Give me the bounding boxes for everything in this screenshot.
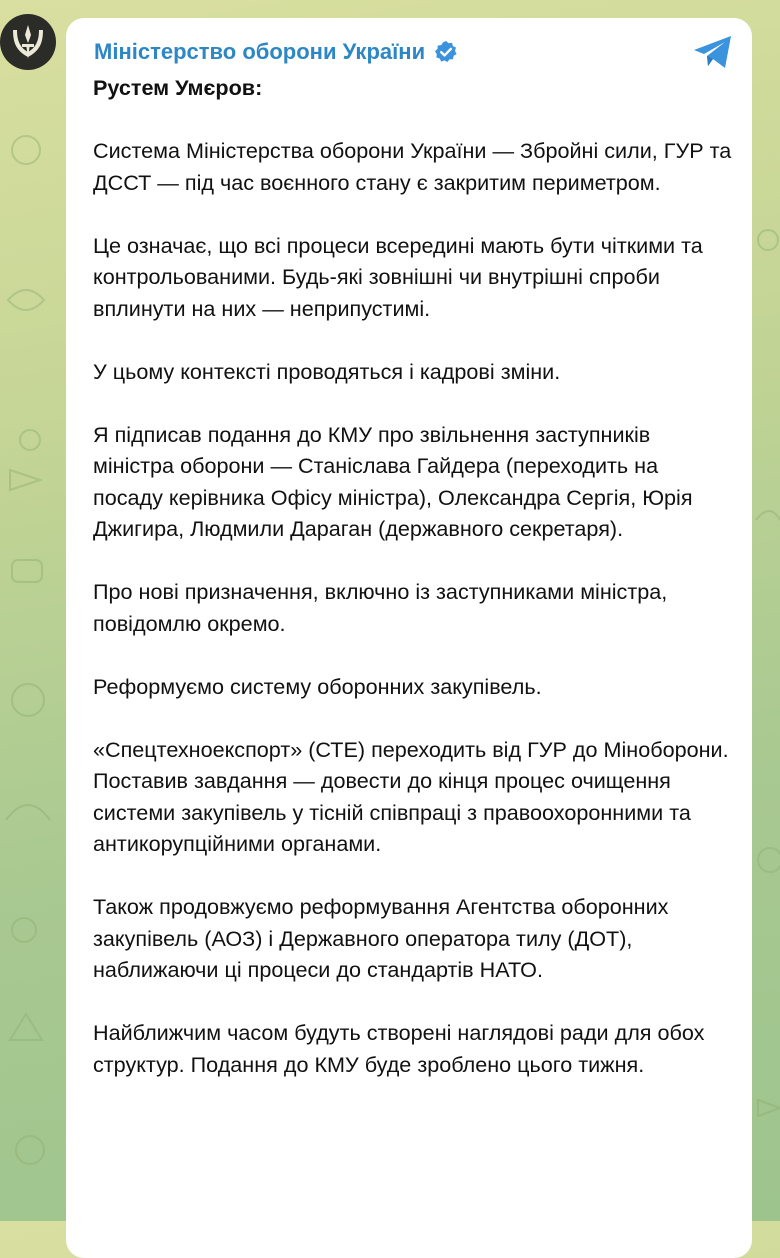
message-paragraph: «Спецтехноекспорт» (СТЕ) переходить від ГУР до Міноборони. Поставив завдання — довести до кінця процес очищення системи закупівель у тісній співпраці з правоохоронними та антикорупційними органами. bbox=[93, 736, 729, 856]
message-paragraph: Це означає, що всі процеси всередині мають бути чіткими та контрольованими. Будь-які зовнішні чи внутрішні спроби вплинути на них — неприпустимі. bbox=[93, 232, 703, 321]
message-paragraph: Також продовжуємо реформування Агентства оборонних закупівель (АОЗ) і Державного оператора тилу (ДОТ), наближаючи ці процеси до стандартів НАТО. bbox=[93, 894, 669, 982]
message-paragraph: У цьому контексті проводяться і кадрові зміни. bbox=[93, 358, 561, 384]
message-text bbox=[93, 72, 733, 1112]
message-author: Рустем Умєров: bbox=[93, 75, 263, 100]
trident-emblem-icon bbox=[8, 22, 48, 62]
message-paragraph: Реформуємо систему оборонних закупівель. bbox=[93, 673, 542, 699]
message-paragraph: Найближчим часом будуть створені наглядові ради для обох структур. Подання до КМУ буде зроблено цього тижня. bbox=[93, 1020, 705, 1077]
channel-header[interactable] bbox=[94, 38, 458, 66]
message-paragraph: Система Міністерства оборони України — Збройні сили, ГУР та ДССТ — під час воєнного стану є закритим периметром. bbox=[93, 138, 732, 195]
message-paragraph: Я підписав подання до КМУ про звільнення заступників міністра оборони — Станіслава Гайдера (переходить на посаду керівника Офісу міністра), Олександра Сергія, Юрія Джигира, Людмили Дараган (державного секретаря). bbox=[93, 421, 693, 541]
telegram-share-icon[interactable] bbox=[692, 34, 734, 70]
verified-badge-icon bbox=[434, 40, 458, 64]
channel-avatar[interactable] bbox=[0, 14, 56, 70]
message-paragraph: Про нові призначення, включно із заступниками міністра, повідомлю окремо. bbox=[93, 579, 668, 636]
message-bubble bbox=[66, 18, 752, 1258]
channel-name[interactable]: Міністерство оборони України bbox=[94, 39, 426, 64]
